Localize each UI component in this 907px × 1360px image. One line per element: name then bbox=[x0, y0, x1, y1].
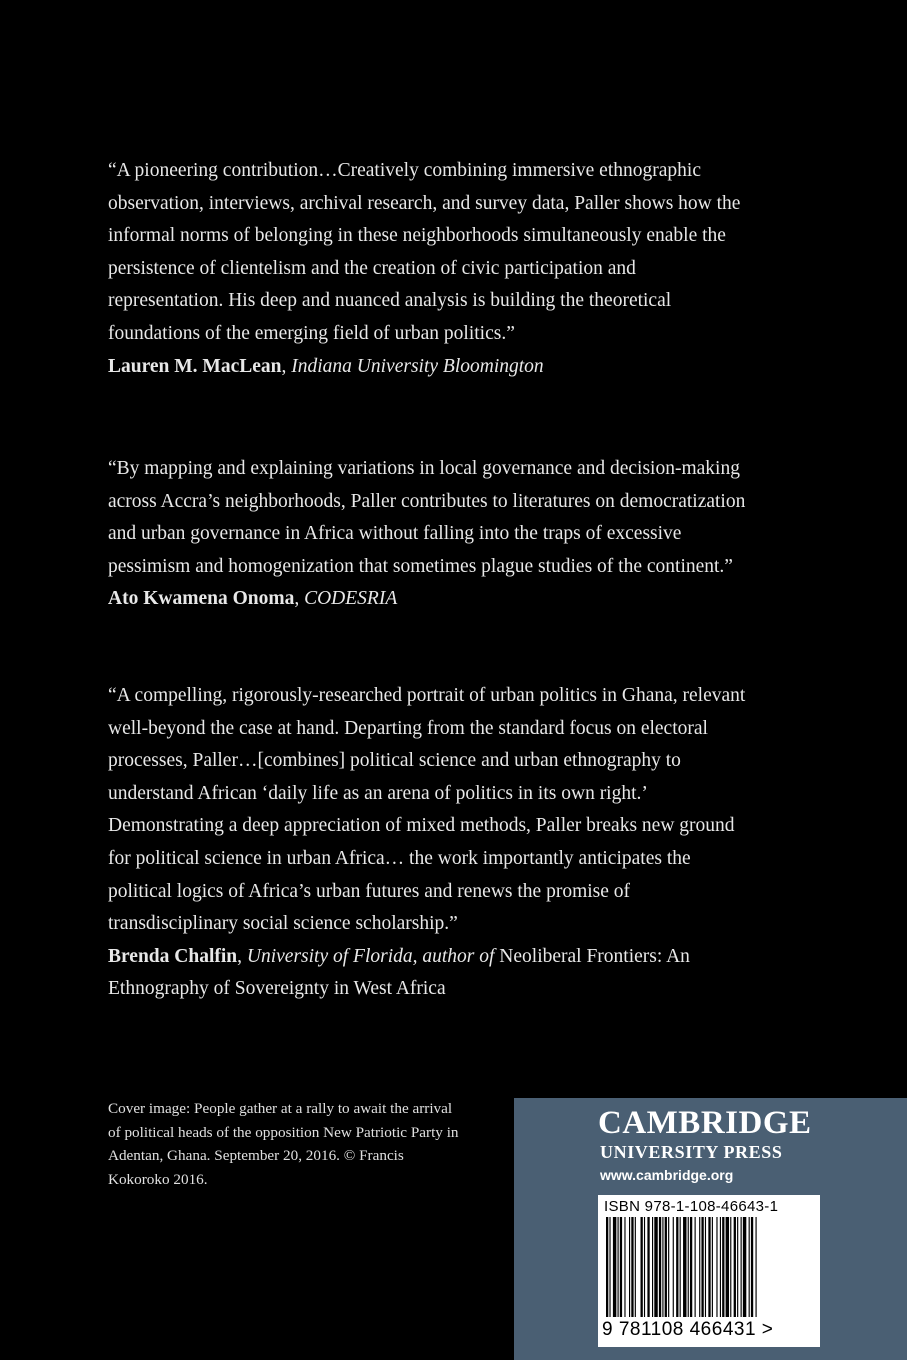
review-3-affiliation: University of Florida, author of bbox=[246, 945, 495, 967]
barcode-bar bbox=[620, 1217, 622, 1317]
review-1-affiliation: Indiana University Bloomington bbox=[291, 355, 544, 377]
barcode-bar bbox=[665, 1217, 667, 1317]
review-1-sep: , bbox=[281, 355, 292, 377]
barcode-graphic bbox=[604, 1217, 814, 1319]
publisher-panel bbox=[514, 1098, 907, 1360]
barcode-bar bbox=[641, 1217, 643, 1317]
review-2 bbox=[108, 453, 748, 616]
barcode-bar bbox=[618, 1217, 619, 1317]
barcode-bar bbox=[705, 1217, 706, 1317]
barcode-bar bbox=[683, 1217, 686, 1317]
review-2-attribution bbox=[108, 583, 748, 616]
review-1-attribution bbox=[108, 351, 748, 384]
publisher-name: CAMBRIDGE bbox=[598, 1105, 812, 1141]
barcode-bar bbox=[629, 1217, 630, 1317]
barcode-bar bbox=[701, 1217, 703, 1317]
barcode-bar bbox=[708, 1217, 710, 1317]
barcode-bar bbox=[624, 1217, 625, 1317]
review-1-quote: “A pioneering contribution…Creatively combining immersive ethnographic observation, interviews, archival research, and survey data, Paller shows how the informal norms of belonging in these neighborhoods simultaneously enable the persistence of clientelism and the creation of civic participation and representation. His deep and nuanced analysis is building the theoretical foundations of the emerging field of urban politics.” bbox=[108, 160, 741, 344]
barcode-bar bbox=[662, 1217, 663, 1317]
barcode-bar bbox=[722, 1217, 724, 1317]
barcode-bar bbox=[720, 1217, 721, 1317]
barcode-bar bbox=[680, 1217, 681, 1317]
barcode-bar bbox=[659, 1217, 661, 1317]
barcode-bar bbox=[647, 1217, 649, 1317]
barcode-bar bbox=[712, 1217, 713, 1317]
publisher-url: www.cambridge.org bbox=[600, 1167, 734, 1183]
barcode-bar bbox=[609, 1217, 610, 1317]
barcode-bar bbox=[695, 1217, 696, 1317]
barcode-box bbox=[598, 1195, 820, 1347]
barcode-bar bbox=[635, 1217, 636, 1317]
barcode-bar bbox=[631, 1217, 633, 1317]
barcode-bar bbox=[741, 1217, 742, 1317]
barcode-bar bbox=[726, 1217, 729, 1317]
review-1-name: Lauren M. MacLean bbox=[108, 355, 282, 377]
review-3-name: Brenda Chalfin bbox=[108, 945, 238, 967]
review-2-name: Ato Kwamena Onoma bbox=[108, 588, 295, 610]
barcode-bar bbox=[688, 1217, 689, 1317]
barcode-bar bbox=[690, 1217, 692, 1317]
barcode-bar bbox=[644, 1217, 645, 1317]
barcode-bar bbox=[652, 1217, 653, 1317]
barcode-bar bbox=[716, 1217, 717, 1317]
barcode-bar bbox=[654, 1217, 657, 1317]
barcode-bar bbox=[613, 1217, 616, 1317]
barcode-bar bbox=[730, 1217, 731, 1317]
barcode-bar bbox=[743, 1217, 746, 1317]
isbn-label: ISBN 978-1-108-46643-1 bbox=[604, 1198, 779, 1215]
publisher-subtitle: UNIVERSITY PRESS bbox=[600, 1142, 783, 1162]
barcode-bar bbox=[668, 1217, 669, 1317]
review-2-quote: “By mapping and explaining variations in local governance and decision-making across Accra’s neighborhoods, Paller contributes to literatures on democratization and urban governance in Africa without falling into the traps of excessive pessimism and homogenization that sometimes plague studies of the continent.” bbox=[108, 458, 746, 577]
review-3-sep: , bbox=[237, 945, 247, 967]
barcode-bar bbox=[699, 1217, 700, 1317]
barcode-bar bbox=[749, 1217, 750, 1317]
review-2-affiliation: CODESRIA bbox=[304, 588, 398, 610]
review-1 bbox=[108, 155, 748, 383]
barcode-digits: 9 781108 466431 > bbox=[602, 1319, 774, 1340]
barcode-bar bbox=[737, 1217, 738, 1317]
review-3-quote: “A compelling, rigorously-researched portrait of urban politics in Ghana, relevant well-beyond the case at hand. Departing from the standard focus on electoral processes, Paller…[combines] political science and urban ethnography to understand African ‘daily life as an arena of politics in its own right.’ Demonstrating a deep appreciation of mixed methods, Paller breaks new ground for political science in urban Africa… the work importantly anticipates the political logics of Africa’s urban futures and renews the promise of transdisciplinary social science scholarship.” bbox=[108, 685, 746, 935]
review-2-sep: , bbox=[294, 588, 305, 610]
review-3-book: Neoliberal Frontiers: An Ethnography of Sovereignty in West Africa bbox=[108, 945, 690, 1000]
barcode-bar bbox=[751, 1217, 753, 1317]
barcode-bar bbox=[734, 1217, 736, 1317]
review-3 bbox=[108, 680, 748, 1006]
barcode-bar bbox=[673, 1217, 674, 1317]
cover-image-credit: Cover image: People gather at a rally to await the arrival of political heads of the opposition New Patriotic Party in Adentan, Ghana. September 20, 2016. © Francis Kokoroko 2016. bbox=[108, 1100, 459, 1188]
barcode-bar bbox=[676, 1217, 678, 1317]
barcode-bar bbox=[606, 1217, 608, 1317]
review-3-attribution bbox=[108, 941, 748, 1006]
barcode-bar bbox=[756, 1217, 757, 1317]
